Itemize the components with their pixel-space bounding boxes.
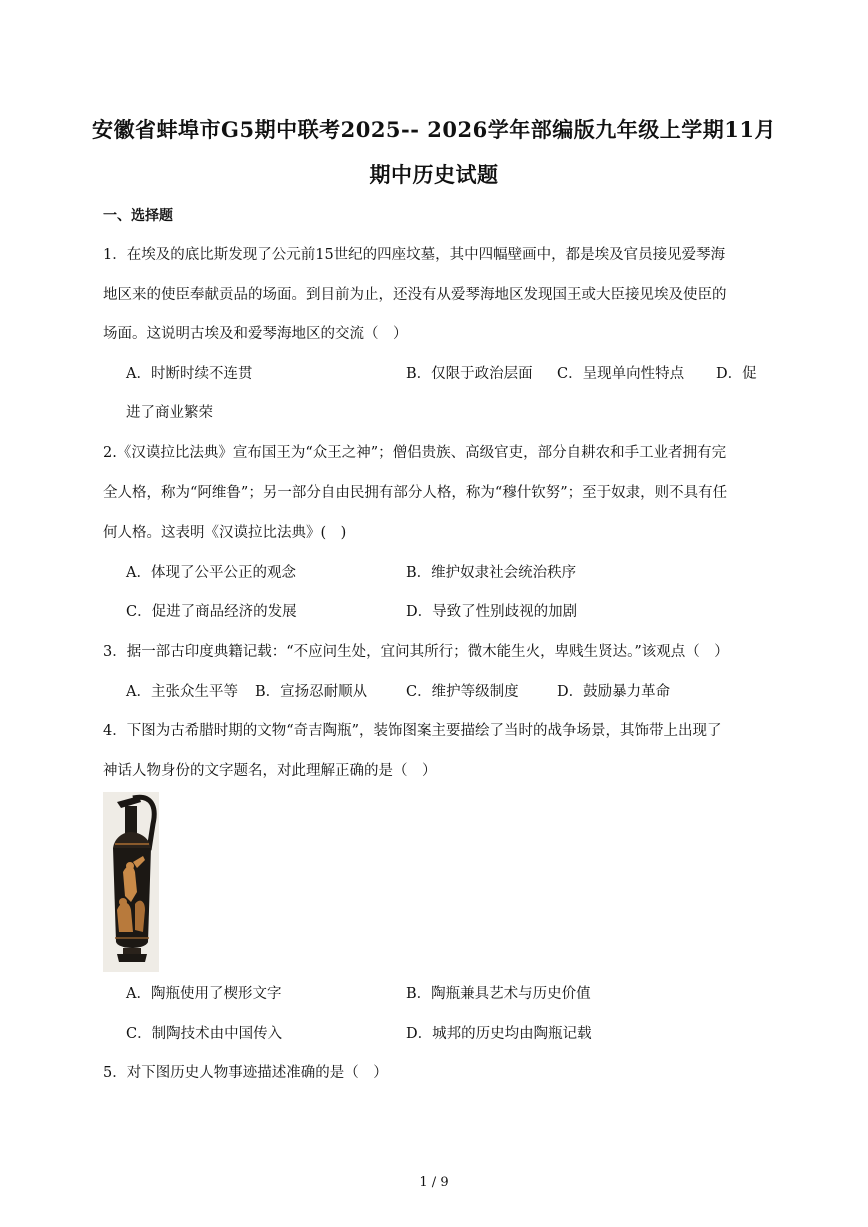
q3-option-d: D．鼓励暴力革命 [557, 684, 671, 700]
q4-option-c: C．制陶技术由中国传入 [126, 1026, 283, 1042]
q5-stem-line1: 5．对下图历史人物事迹描述准确的是（ ） [103, 1065, 388, 1081]
q2-option-b: B．维护奴隶社会统治秩序 [406, 565, 577, 581]
lekythos-vase-illustration [103, 792, 159, 972]
q1-option-d-cont: 进了商业繁荣 [126, 405, 213, 421]
q4-stem-line1: 4．下图为古希腊时期的文物“奇吉陶瓶”，装饰图案主要描绘了当时的战争场景，其饰带上出现了 [103, 723, 722, 739]
q2-option-d: D．导致了性别歧视的加剧 [406, 604, 578, 620]
vase-image [103, 792, 159, 972]
doc-title-line1: 安徽省蚌埠市G5期中联考2025-- 2026学年部编版九年级上学期11月 [92, 117, 776, 142]
q3-option-a: A．主张众生平等 [126, 684, 238, 700]
q4-option-d: D．城邦的历史均由陶瓶记载 [406, 1026, 592, 1042]
q4-option-b: B．陶瓶兼具艺术与历史价值 [406, 986, 591, 1002]
q1-option-a: A．时断时续不连贯 [126, 366, 253, 382]
q1-option-c: C．呈现单向性特点 [557, 366, 685, 382]
q2-stem-line1: 2.《汉谟拉比法典》宣布国王为“众王之神”；僧侣贵族、高级官吏，部分自耕农和手工业者拥有完 [103, 445, 727, 461]
q1-option-b: B．仅限于政治层面 [406, 366, 533, 382]
q3-option-b: B．宣扬忍耐顺从 [255, 684, 368, 700]
q2-stem-line2: 全人格，称为“阿维鲁”；另一部分自由民拥有部分人格，称为“穆什钦努”；至于奴隶，则不具有任 [103, 485, 728, 501]
q3-option-c: C．维护等级制度 [406, 684, 519, 700]
q3-stem-line1: 3．据一部古印度典籍记载：“不应问生处，宜问其所行；微木能生火，卑贱生贤达。”该观点（ ） [103, 644, 729, 660]
q2-option-a: A．体现了公平公正的观念 [126, 565, 296, 581]
page-number: 1 / 9 [419, 1175, 449, 1190]
section-heading: 一、选择题 [103, 208, 173, 224]
q1-option-d: D．促 [716, 366, 757, 382]
doc-title-line2: 期中历史试题 [369, 162, 499, 187]
q2-option-c: C．促进了商品经济的发展 [126, 604, 297, 620]
q4-option-a: A．陶瓶使用了楔形文字 [126, 986, 282, 1002]
q1-stem-line3: 场面。这说明古埃及和爱琴海地区的交流（ ） [103, 326, 408, 342]
q4-stem-line2: 神话人物身份的文字题名，对此理解正确的是（ ） [103, 763, 437, 779]
q1-stem-line2: 地区来的使臣奉献贡品的场面。到目前为止，还没有从爱琴海地区发现国王或大臣接见埃及使臣的 [103, 287, 727, 303]
q2-stem-line3: 何人格。这表明《汉谟拉比法典》( ) [103, 525, 347, 541]
q1-stem-line1: 1．在埃及的底比斯发现了公元前15世纪的四座坟墓，其中四幅壁画中，都是埃及官员接见爱琴海 [103, 247, 726, 263]
